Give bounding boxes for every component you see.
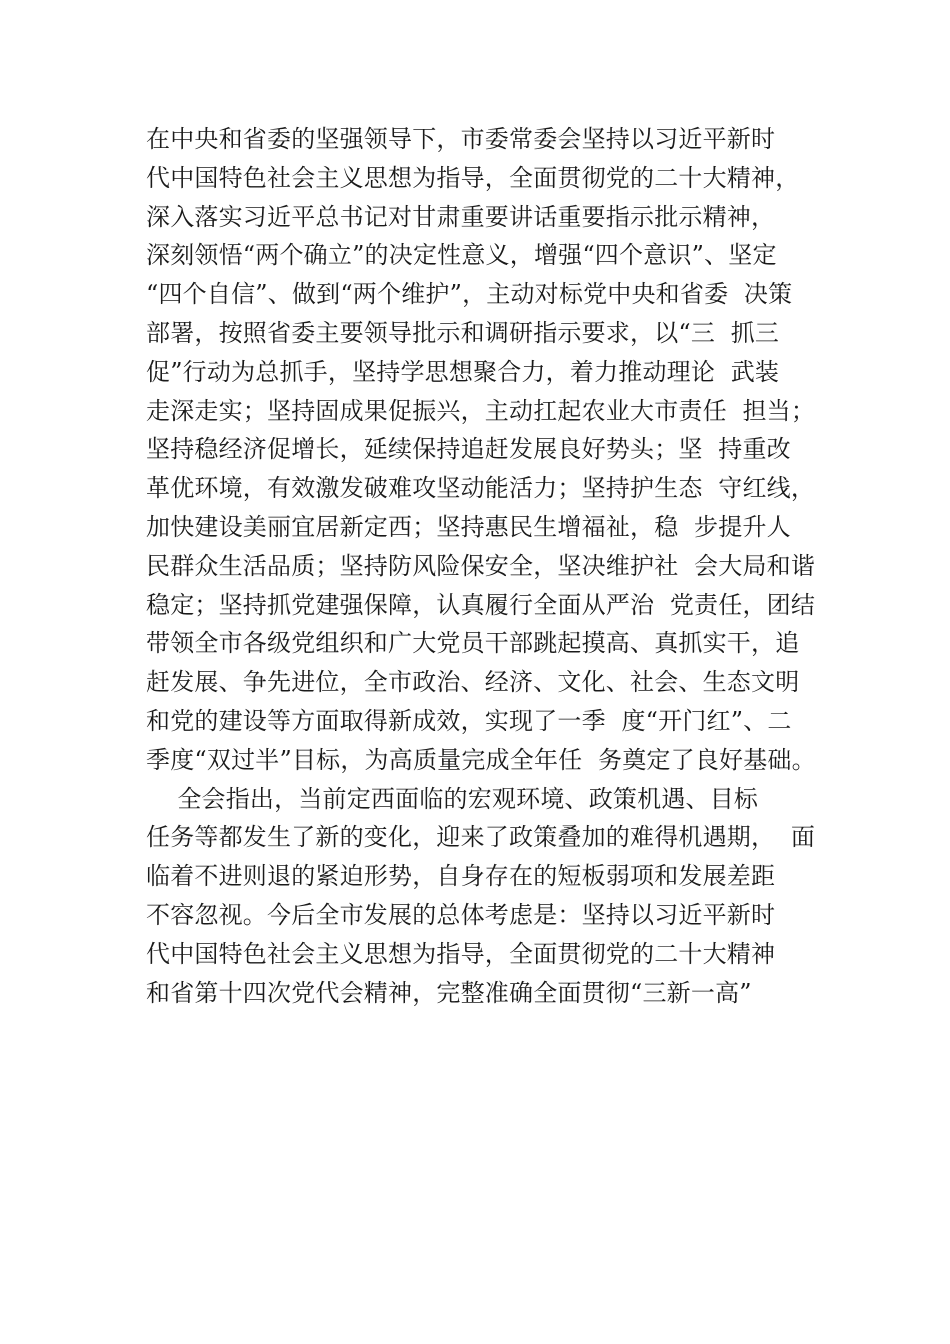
text-line-16: 和党的建设等方面取得新成效，实现了一季 度“开门红”、二 [146,706,792,735]
text-line-18: 全会指出，当前定西面临的宏观环境、政策机遇、目标 [146,784,759,813]
text-line-20: 临着不进则退的紧迫形势，自身存在的短板弱项和发展差距 [146,862,776,891]
text-line-5: “四个自信”、做到“两个维护”，主动对标党中央和省委 决策 [146,280,793,309]
text-line-19: 任务等都发生了新的变化，迎来了政策叠加的难得机遇期， 面 [146,823,816,852]
text-line-10: 革优环境，有效激发破难攻坚动能活力；坚持护生态 守红线， [146,474,816,503]
text-line-8: 走深走实；坚持固成果促振兴，主动扛起农业大市责任 担当； [146,396,816,425]
text-line-15: 赶发展、争先进位，全市政治、经济、文化、社会、生态文明 [146,668,800,697]
text-line-11: 加快建设美丽宜居新定西；坚持惠民生增福祉，稳 步提升人 [146,512,791,541]
text-line-6: 部署，按照省委主要领导批示和调研指示要求，以“三 抓三 [146,318,780,347]
text-line-12: 民群众生活品质；坚持防风险保安全，坚决维护社 会大局和谐 [146,551,816,580]
text-line-23: 和省第十四次党代会精神，完整准确全面贯彻“三新一高” [146,978,752,1007]
text-line-2: 代中国特色社会主义思想为指导，全面贯彻党的二十大精神， [146,163,800,192]
text-line-17: 季度“双过半”目标，为高质量完成全年任 务奠定了良好基础。 [146,745,816,774]
text-line-14: 带领全市各级党组织和广大党员干部跳起摸高、真抓实干，追 [146,629,800,658]
text-line-9: 坚持稳经济促增长，延续保持追赶发展良好势头；坚 持重改 [146,435,791,464]
body-text [146,120,846,1012]
text-line-4: 深刻领悟“两个确立”的决定性意义，增强“四个意识”、坚定 [146,241,777,270]
text-line-21: 不容忽视。今后全市发展的总体考虑是：坚持以习近平新时 [146,900,776,929]
text-line-7: 促”行动为总抓手，坚持学思想聚合力，着力推动理论 武装 [146,357,780,386]
text-line-22: 代中国特色社会主义思想为指导，全面贯彻党的二十大精神 [146,939,776,968]
text-line-3: 深入落实习近平总书记对甘肃重要讲话重要指示批示精神， [146,202,776,231]
text-line-13: 稳定；坚持抓党建强保障，认真履行全面从严治 党责任，团结 [146,590,816,619]
text-line-1: 在中央和省委的坚强领导下，市委常委会坚持以习近平新时 [146,125,776,153]
